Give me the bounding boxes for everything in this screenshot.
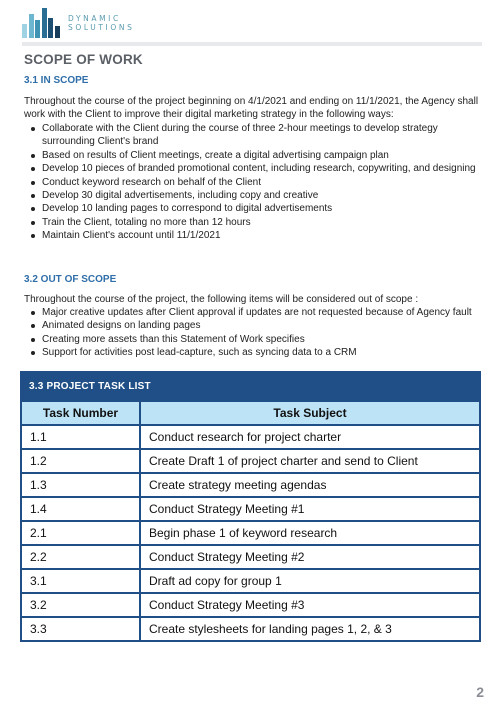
logo-wordmark: [68, 14, 134, 32]
table-row: [22, 520, 479, 544]
out-of-scope-list: [28, 306, 488, 360]
out-of-scope-intro: Throughout the course of the project, the following items will be considered out of scope :: [24, 294, 419, 305]
column-header-task-number: Task Number: [22, 402, 141, 424]
task-number-cell: 2.1: [22, 522, 141, 544]
logo-bar: [29, 14, 34, 38]
list-item: Based on results of Client meetings, create a digital advertising campaign plan: [28, 149, 488, 162]
task-subject-cell: Conduct research for project charter: [149, 430, 342, 444]
list-item: Develop 30 digital advertisements, including copy and creative: [28, 189, 488, 202]
list-item: Collaborate with the Client during the course of three 2-hour meetings to develop strategy surrounding Client's brand: [28, 122, 488, 149]
list-item: Develop 10 pieces of branded promotional content, including research, copywriting, and designing: [28, 162, 488, 175]
in-scope-heading: 3.1 IN SCOPE: [24, 75, 89, 86]
task-number-cell: 3.2: [22, 594, 141, 616]
header-divider: [22, 42, 482, 46]
task-number-cell: 3.1: [22, 570, 141, 592]
table-row: [22, 424, 479, 448]
logo-bar: [55, 26, 60, 38]
task-number-cell: 1.1: [22, 426, 141, 448]
out-of-scope-heading: 3.2 OUT OF SCOPE: [24, 274, 117, 285]
page-title: SCOPE OF WORK: [24, 52, 143, 67]
task-number-cell: 3.3: [22, 618, 141, 640]
task-subject-cell: Conduct Strategy Meeting #1: [149, 502, 305, 516]
task-subject-cell: Begin phase 1 of keyword research: [149, 526, 338, 540]
table-row: [22, 616, 479, 640]
task-subject-cell: Create strategy meeting agendas: [149, 478, 327, 492]
list-item: Conduct keyword research on behalf of the Client: [28, 176, 488, 189]
task-number-cell: 1.3: [22, 474, 141, 496]
in-scope-intro: Throughout the course of the project beginning on 4/1/2021 and ending on 11/1/2021, the Agency shall work with the Client to improve their digital marketing strategy in the following ways:: [24, 96, 479, 121]
task-subject-cell: Conduct Strategy Meeting #3: [149, 598, 305, 612]
table-row: [22, 472, 479, 496]
task-subject-cell: Draft ad copy for group 1: [149, 574, 282, 588]
in-scope-list: [28, 122, 488, 243]
table-row: [22, 496, 479, 520]
logo-bar: [42, 8, 47, 38]
list-item: Support for activities post lead-capture, such as syncing data to a CRM: [28, 346, 488, 359]
table-row: [22, 592, 479, 616]
list-item: Develop 10 landing pages to correspond to digital advertisements: [28, 202, 488, 215]
list-item: Maintain Client's account until 11/1/2021: [28, 229, 488, 242]
task-subject-cell: Create stylesheets for landing pages 1, 2, & 3: [149, 622, 392, 636]
table-row: [22, 568, 479, 592]
logo-line-1: DYNAMIC: [68, 14, 121, 23]
table-row: [22, 544, 479, 568]
list-item: Major creative updates after Client approval if updates are not requested because of Agency fault: [28, 306, 488, 319]
task-table-title: 3.3 PROJECT TASK LIST: [22, 373, 479, 400]
task-subject-cell: Conduct Strategy Meeting #2: [149, 550, 305, 564]
task-table-header: [22, 400, 479, 424]
column-header-task-subject: Task Subject: [273, 406, 347, 420]
project-task-table: [20, 371, 481, 642]
list-item: Creating more assets than this Statement of Work specifies: [28, 333, 488, 346]
list-item: Train the Client, totaling no more than 12 hours: [28, 216, 488, 229]
table-row: [22, 448, 479, 472]
task-subject-cell: Create Draft 1 of project charter and send to Client: [149, 454, 418, 468]
task-table-body: [22, 424, 479, 640]
task-number-cell: 1.2: [22, 450, 141, 472]
list-item: Animated designs on landing pages: [28, 319, 488, 332]
logo-bar: [35, 20, 40, 38]
page-number: 2: [476, 684, 484, 700]
task-number-cell: 2.2: [22, 546, 141, 568]
logo-bar: [48, 18, 53, 38]
task-number-cell: 1.4: [22, 498, 141, 520]
page-header: [22, 6, 482, 42]
logo-line-2: SOLUTIONS: [68, 23, 135, 32]
company-logo-icon: [22, 6, 60, 38]
logo-bar: [22, 24, 27, 38]
